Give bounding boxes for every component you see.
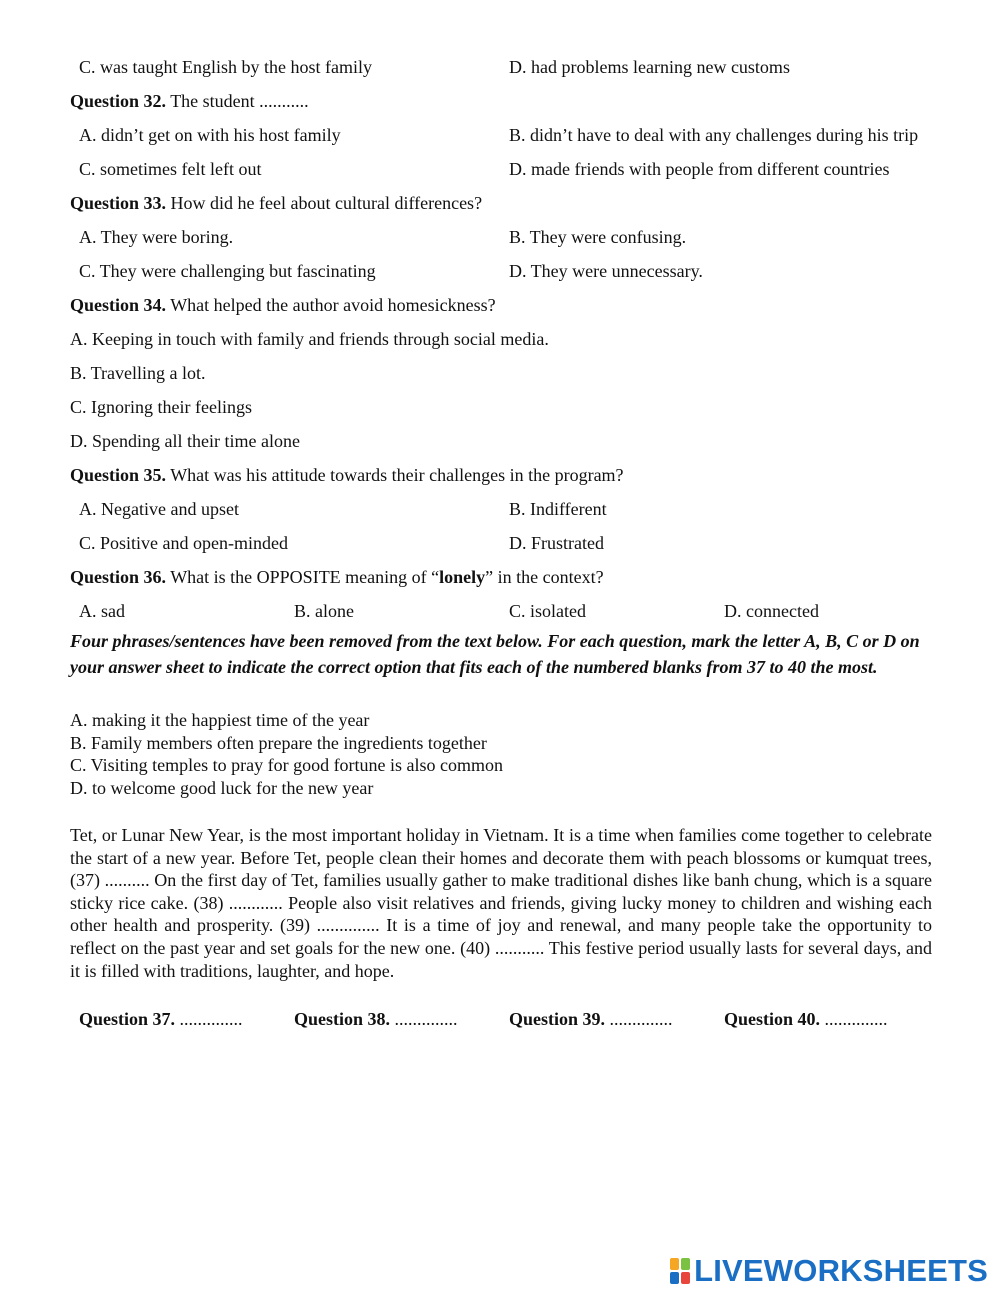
q36-option-a: A. sad xyxy=(79,601,125,621)
section-instructions: Four phrases/sentences have been removed from the text below. For each question, mark the letter A, B, C or D on your answer sheet to indicate the correct option that fits each of the numbered blanks from 37 to 40 the most. xyxy=(70,631,920,677)
question-35-text: What was his attitude towards their challenges in the program? xyxy=(166,465,624,485)
phrase-option-b: B. Family members often prepare the ingredients together xyxy=(70,733,487,753)
q36-option-b: B. alone xyxy=(294,601,354,621)
question-33 xyxy=(70,192,482,214)
question-34 xyxy=(70,294,496,316)
question-35-label: Question 35. xyxy=(70,465,167,485)
q33-option-b: B. They were confusing. xyxy=(509,227,687,247)
q33-option-a: A. They were boring. xyxy=(79,227,234,247)
question-33-label: Question 33. xyxy=(70,193,167,213)
q35-option-d: D. Frustrated xyxy=(509,533,604,553)
q36-option-c: C. isolated xyxy=(509,601,586,621)
q33-option-d: D. They were unnecessary. xyxy=(509,261,703,281)
answer-39-label: Question 39. xyxy=(509,1009,606,1029)
question-32-label: Question 32. xyxy=(70,91,167,111)
answer-38-blank[interactable]: .............. xyxy=(390,1009,458,1029)
question-34-text: What helped the author avoid homesickness? xyxy=(166,295,496,315)
question-34-label: Question 34. xyxy=(70,295,167,315)
q35-option-a: A. Negative and upset xyxy=(79,499,239,519)
q34-option-a: A. Keeping in touch with family and friends through social media. xyxy=(70,329,549,349)
answer-40-blank[interactable]: .............. xyxy=(820,1009,888,1029)
q34-option-c: C. Ignoring their feelings xyxy=(70,397,252,417)
answer-37-label: Question 37. xyxy=(79,1009,176,1029)
q32-option-d: D. made friends with people from different countries xyxy=(509,159,890,179)
q32-option-c: C. sometimes felt left out xyxy=(79,159,262,179)
q31-option-d: D. had problems learning new customs xyxy=(509,57,790,77)
question-33-text: How did he feel about cultural differences? xyxy=(166,193,483,213)
answer-40 xyxy=(724,1009,888,1030)
phrase-option-a: A. making it the happiest time of the year xyxy=(70,710,370,730)
q34-option-d: D. Spending all their time alone xyxy=(70,431,300,451)
q35-option-c: C. Positive and open-minded xyxy=(79,533,288,553)
answer-39-blank[interactable]: .............. xyxy=(605,1009,673,1029)
q35-option-b: B. Indifferent xyxy=(509,499,607,519)
answer-38 xyxy=(294,1009,458,1030)
answer-40-label: Question 40. xyxy=(724,1009,821,1029)
question-36-label: Question 36. xyxy=(70,567,167,587)
question-36 xyxy=(70,566,604,588)
phrase-option-c: C. Visiting temples to pray for good fortune is also common xyxy=(70,755,504,775)
q32-option-b: B. didn’t have to deal with any challenges during his trip xyxy=(509,125,919,145)
reading-passage: Tet, or Lunar New Year, is the most important holiday in Vietnam. It is a time when families come together to celebrate the start of a new year. Before Tet, people clean their homes and decorate them with peach blossoms or kumquat trees, (37) .......... On the first day of Tet, families usually gather to make traditional dishes like banh chung, which is a square sticky rice cake. (38) ............ People also visit relatives and friends, giving lucky money to children and wishing each other health and prosperity. (39) .............. It is a time of joy and renewal, and many people take the opportunity to reflect on the past year and set goals for the new one. (40) ........... This festive period usually lasts for several days, and it is filled with traditions, laughter, and hope. xyxy=(70,825,932,981)
answer-38-label: Question 38. xyxy=(294,1009,391,1029)
q34-option-b: B. Travelling a lot. xyxy=(70,363,206,383)
liveworksheets-mark-icon xyxy=(669,1257,691,1285)
brand-name: LIVEWORKSHEETS xyxy=(694,1253,988,1288)
question-36-keyword: lonely xyxy=(439,567,486,587)
q36-option-d: D. connected xyxy=(724,601,819,621)
phrase-option-d: D. to welcome good luck for the new year xyxy=(70,778,374,798)
answer-37 xyxy=(79,1009,243,1030)
liveworksheets-logo xyxy=(669,1254,988,1288)
question-32 xyxy=(70,90,309,112)
answer-39 xyxy=(509,1009,673,1030)
question-35 xyxy=(70,464,624,486)
q32-option-a: A. didn’t get on with his host family xyxy=(79,125,341,145)
question-36-text-before: What is the OPPOSITE meaning of “ xyxy=(166,567,440,587)
question-36-text-after: ” in the context? xyxy=(485,567,604,587)
q33-option-c: C. They were challenging but fascinating xyxy=(79,261,376,281)
question-32-text: The student ........... xyxy=(166,91,309,111)
q31-option-c: C. was taught English by the host family xyxy=(79,57,372,77)
answer-37-blank[interactable]: .............. xyxy=(175,1009,243,1029)
